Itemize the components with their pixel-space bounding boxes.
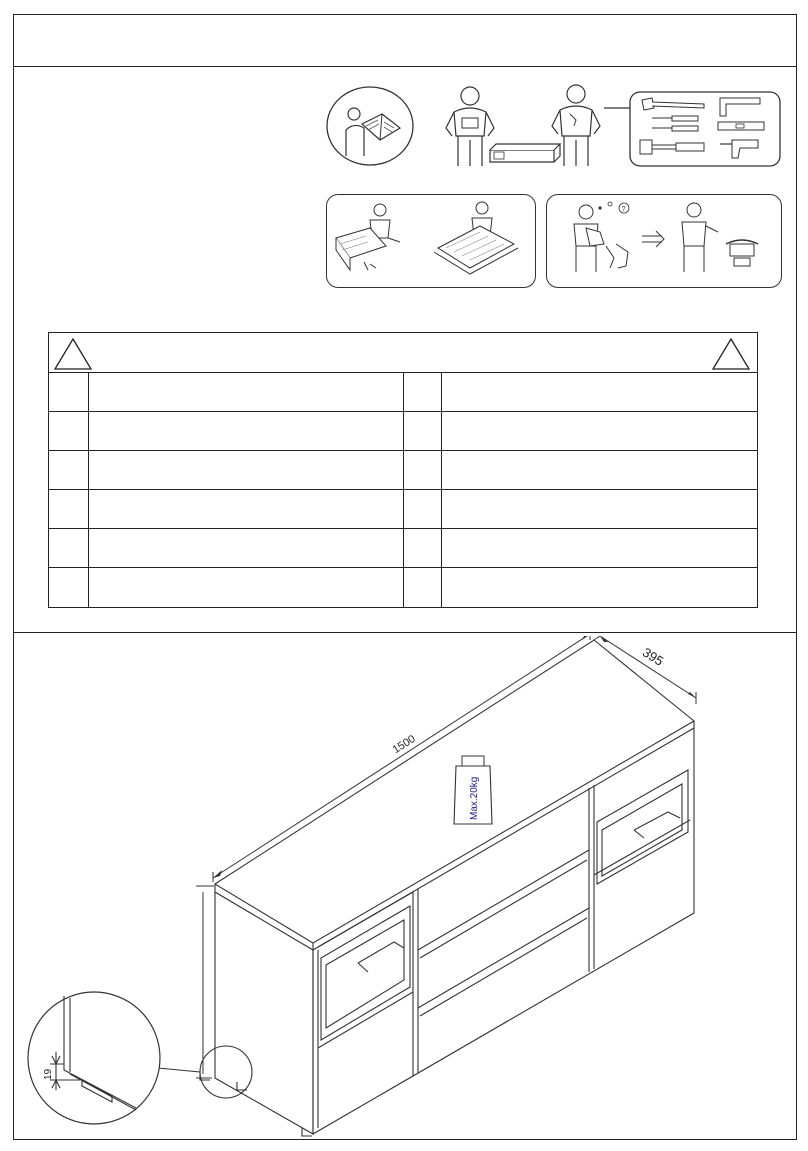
table-column-divider	[88, 372, 89, 607]
warning-triangle-icon	[52, 336, 94, 372]
foot-height-label: 19	[43, 1068, 54, 1080]
tools-hammer-screwdriver-level-drill-icon	[600, 86, 784, 170]
assemble-on-soft-surface-icon	[330, 198, 532, 284]
width-dimension-label: 1500	[390, 733, 418, 757]
two-person-assembly-icon	[442, 80, 612, 172]
section-divider	[13, 632, 797, 633]
header-divider	[13, 66, 797, 67]
warning-triangle-icon	[710, 336, 752, 372]
foot-detail-zoom	[26, 990, 166, 1130]
warning-table	[48, 332, 758, 608]
call-support-if-questions-icon	[550, 198, 778, 284]
read-instructions-icon	[324, 84, 416, 168]
max-load-weight-icon	[454, 756, 492, 824]
max-load-label: Max.20kg	[469, 776, 480, 820]
table-column-divider	[441, 372, 442, 607]
depth-dimension-label: 395	[639, 644, 667, 669]
table-column-divider	[403, 372, 404, 607]
svg-text:?: ?	[621, 206, 626, 213]
